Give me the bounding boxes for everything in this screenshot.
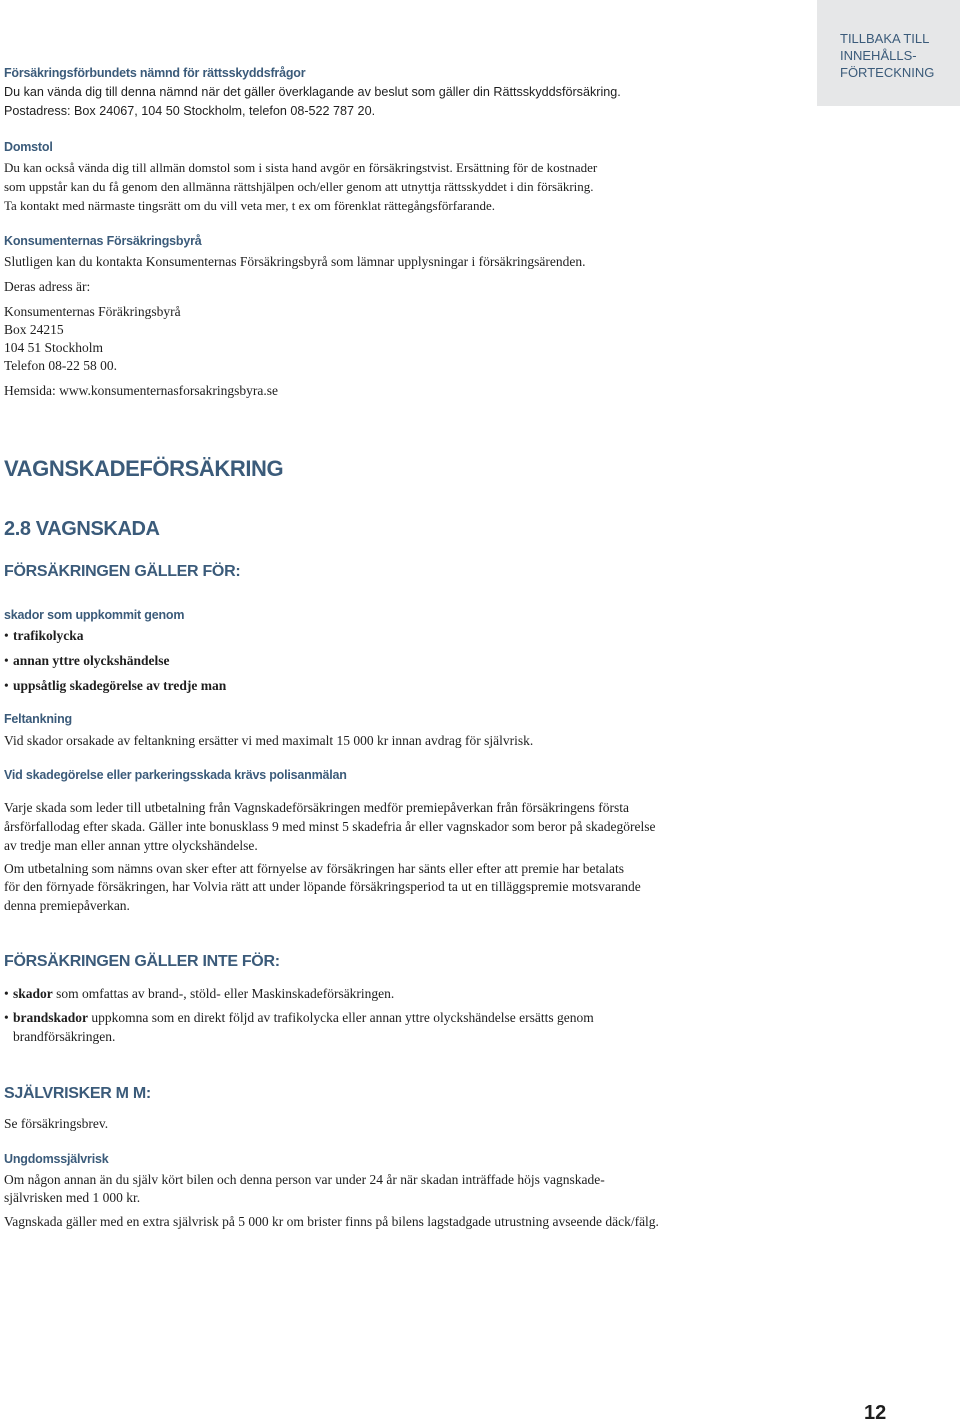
- police-p1-line-2: årsförfallodag efter skada. Gäller inte bonusklass 9 med minst 5 skadefria år eller vagnskador som beror på skadegörelse: [4, 819, 656, 834]
- domstol-text-1: Du kan också vända dig till allmän domstol som i sista hand avgör en försäkringstvist. Ersättning för de kostnader: [4, 160, 598, 175]
- kfb-phone: Telefon 08-22 58 00.: [4, 358, 118, 373]
- bullet-icon: •: [4, 653, 9, 668]
- bullet-icon: •: [4, 1010, 9, 1025]
- excludes-item-2-cont: brandförsäkringen.: [13, 1029, 116, 1044]
- youth-heading: Ungdomssjälvrisk: [4, 1152, 109, 1166]
- police-p1-line-3: av tredje man eller annan yttre olyckshändelse.: [4, 838, 258, 853]
- deductibles-heading: SJÄLVRISKER M M:: [4, 1085, 151, 1102]
- excludes-heading: FÖRSÄKRINGEN GÄLLER INTE FÖR:: [4, 953, 280, 970]
- police-p2-line-1: Om utbetalning som nämns ovan sker efter att förnyelse av försäkringen har sänts eller efter att premie har betalats: [4, 861, 625, 876]
- feltankning-text: Vid skador orsakade av feltankning ersätter vi med maximalt 15 000 kr innan avdrag för självrisk.: [4, 733, 534, 748]
- covers-item-3: • uppsåtlig skadegörelse av tredje man: [4, 678, 227, 693]
- feltankning-heading: Feltankning: [4, 712, 72, 726]
- kfb-address-line-1: Konsumenternas Föräkringsbyrå: [4, 304, 181, 319]
- kfb-address-label: Deras adress är:: [4, 279, 91, 294]
- covers-subheading: skador som uppkommit genom: [4, 608, 185, 622]
- youth-line-2: självrisken med 1 000 kr.: [4, 1190, 141, 1205]
- youth-line-1: Om någon annan än du själv kört bilen och denna person var under 24 år när skadan inträffade höjs vagnskade-: [4, 1172, 605, 1187]
- nemnd-heading: Försäkringsförbundets nämnd för rättsskyddsfrågor: [4, 66, 306, 80]
- kfb-address-line-3: 104 51 Stockholm: [4, 340, 104, 355]
- back-to-toc-label: TILLBAKA TILL INNEHÅLLS-FÖRTECKNING: [840, 31, 935, 80]
- covers-heading: FÖRSÄKRINGEN GÄLLER FÖR:: [4, 563, 241, 580]
- excludes-item-1: • skador som omfattas av brand-, stöld- eller Maskinskadeförsäkringen.: [4, 986, 395, 1001]
- domstol-text-2: som uppstår kan du få genom den allmänna rättshjälpen och/eller genom att utnyttja rättsskyddet i din försäkring.: [4, 179, 594, 194]
- kfb-heading: Konsumenternas Försäkringsbyrå: [4, 234, 202, 248]
- bullet-icon: •: [4, 628, 9, 643]
- covers-item-1: • trafikolycka: [4, 628, 84, 643]
- nemnd-text-1: Du kan vända dig till denna nämnd när det gäller överklagande av beslut som gäller din Rättsskyddsförsäkring.: [4, 85, 621, 99]
- kfb-website: Hemsida: www.konsumenternasforsakringsbyra.se: [4, 383, 278, 398]
- back-to-toc-button[interactable]: [817, 0, 960, 106]
- deductibles-text: Se försäkringsbrev.: [4, 1116, 109, 1131]
- nemnd-text-2: Postadress: Box 24067, 104 50 Stockholm, telefon 08-522 787 20.: [4, 104, 376, 118]
- domstol-text-3: Ta kontakt med närmaste tingsrätt om du vill veta mer, t ex om förenklat rättegångsförfarande.: [4, 198, 495, 213]
- domstol-heading: Domstol: [4, 140, 53, 154]
- chapter-title: VAGNSKADEFÖRSÄKRING: [4, 456, 284, 481]
- section-title: 2.8 VAGNSKADA: [4, 518, 160, 540]
- police-p2-line-2: för den förnyade försäkringen, har Volvia rätt att under löpande försäkringsperiod ta ut en tilläggspremie motsvarande: [4, 879, 641, 894]
- police-heading: Vid skadegörelse eller parkeringsskada krävs polisanmälan: [4, 768, 347, 782]
- page-number: 12: [864, 1402, 887, 1424]
- covers-item-2: • annan yttre olyckshändelse: [4, 653, 170, 668]
- bullet-icon: •: [4, 678, 9, 693]
- police-p2-line-3: denna premiepåverkan.: [4, 898, 130, 913]
- youth-line-3: Vagnskada gäller med en extra självrisk på 5 000 kr om brister finns på bilens lagstadgade utrustning avseende däck/fälg.: [4, 1214, 659, 1229]
- police-p1-line-1: Varje skada som leder till utbetalning från Vagnskadeförsäkringen medför premiepåverkan från försäkringens första: [4, 800, 630, 815]
- kfb-address-line-2: Box 24215: [4, 322, 64, 337]
- excludes-item-2: • brandskador uppkomna som en direkt följd av trafikolycka eller annan yttre olyckshändelse ersätts genom: [4, 1010, 594, 1025]
- kfb-intro: Slutligen kan du kontakta Konsumenternas Försäkringsbyrå som lämnar upplysningar i försäkringsärenden.: [4, 254, 586, 269]
- bullet-icon: •: [4, 986, 9, 1001]
